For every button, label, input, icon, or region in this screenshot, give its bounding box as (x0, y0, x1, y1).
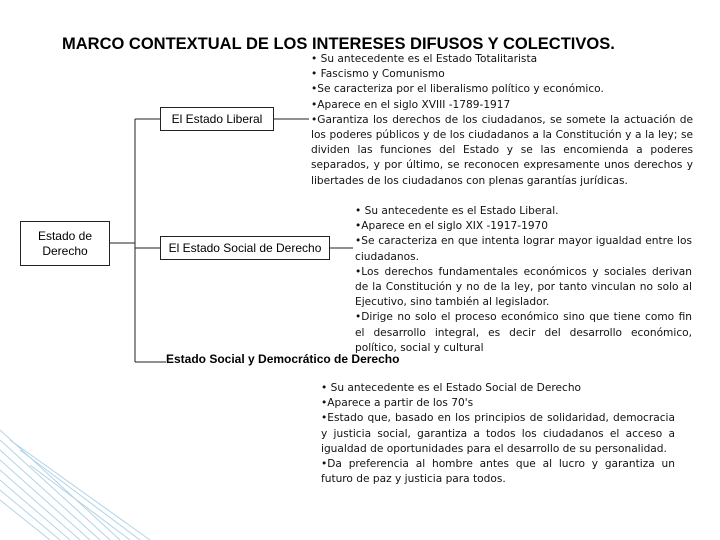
description-estado-social (355, 204, 692, 356)
page-title: MARCO CONTEXTUAL DE LOS INTERESES DIFUSOS Y COLECTIVOS. (62, 35, 615, 53)
desc-line: •Da preferencia al hombre antes que al lucro y garantiza un futuro de paz y justicia para todos. (321, 458, 675, 486)
desc-line: • Su antecedente es el Estado Social de Derecho (321, 382, 582, 394)
node-estado-de-derecho: Estado de Derecho (20, 221, 110, 266)
desc-line: •Dirige no solo el proceso económico sino que tiene como fin el desarrollo integral, es decir del desarrollo económico, político, social y cultural (355, 311, 692, 354)
desc-line: • Fascismo y Comunismo (311, 68, 445, 81)
node-estado-democratico: Estado Social y Democrático de Derecho (166, 352, 400, 366)
description-estado-democratico (321, 381, 675, 487)
desc-line: •Aparece en el siglo XIX -1917-1970 (355, 220, 549, 233)
desc-line: •Aparece a partir de los 70's (321, 397, 474, 410)
description-estado-liberal (311, 52, 693, 189)
desc-line: •Estado que, basado en los principios de solidaridad, democracia y justicia social, garantiza a todos los ciudadanos el acceso a igualdad de oportunidades para el desarrollo de su personalidad. (321, 412, 675, 455)
node-estado-social: El Estado Social de Derecho (160, 236, 330, 260)
desc-line: •Aparece en el siglo XVIII -1789-1917 (311, 98, 511, 111)
desc-line: • Su antecedente es el Estado Liberal. (355, 205, 559, 217)
node-estado-liberal: El Estado Liberal (160, 107, 274, 131)
desc-line: • Su antecedente es el Estado Totalitarista (311, 53, 538, 65)
desc-line: •Se caracteriza por el liberalismo político y económico. (311, 83, 604, 96)
desc-line: •Se caracteriza en que intenta lograr mayor igualdad entre los ciudadanos. (355, 235, 692, 263)
desc-line: •Garantiza los derechos de los ciudadanos, se somete la actuación de los poderes públicos y de los ciudadanos a la Constitución y a la ley; se dividen las funciones del Estado y se las encomienda a poderes separados, y por último, se reconocen expresamente unos derechos y libertades de los ciudadanos con plenas garantías jurídicas. (311, 113, 693, 187)
desc-line: •Los derechos fundamentales económicos y sociales derivan de la Constitución y no de la ley, por tanto vinculan no solo al Ejecutivo, sino también al legislador. (355, 265, 692, 309)
